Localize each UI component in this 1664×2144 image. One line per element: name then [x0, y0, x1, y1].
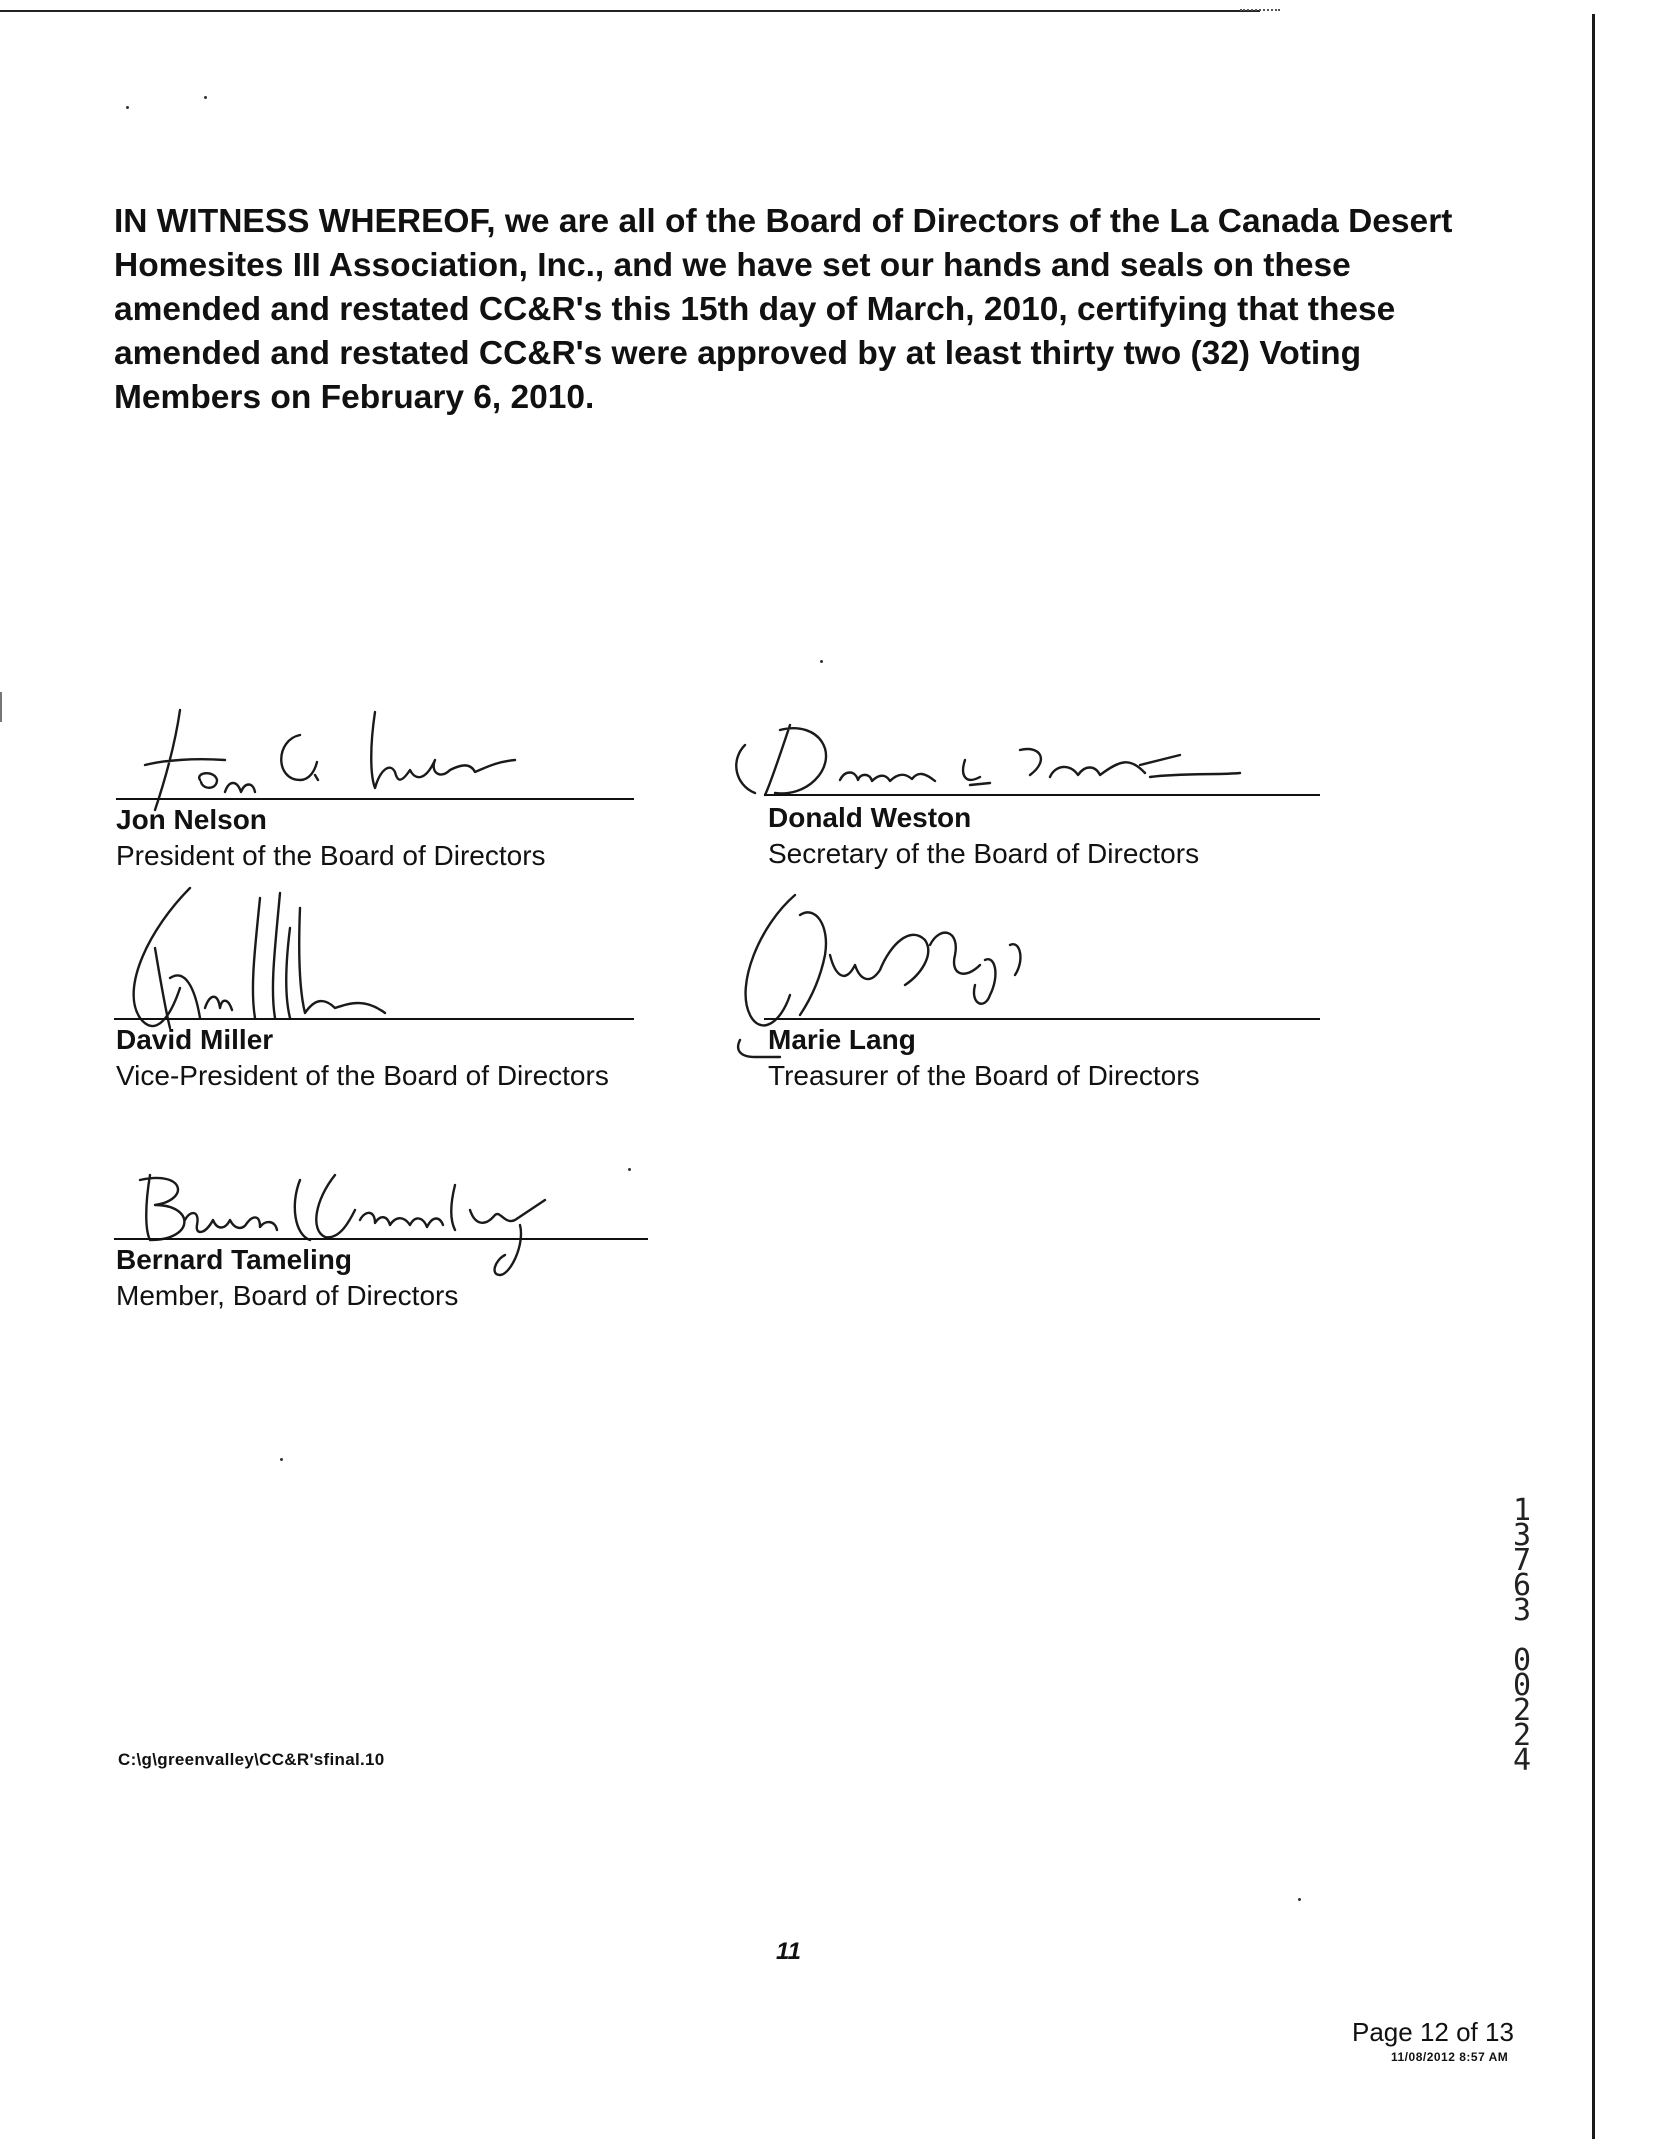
signer-title: Treasurer of the Board of Directors: [768, 1060, 1200, 1091]
stamp-digit: 0: [1512, 1643, 1532, 1678]
scan-speck: [126, 106, 129, 109]
stamp-digit: 3: [1512, 1518, 1532, 1553]
stamp-digit: 2: [1512, 1693, 1532, 1728]
signer-title: Secretary of the Board of Directors: [768, 838, 1200, 869]
page-number: 11: [776, 1938, 801, 1965]
signature-line: [764, 794, 1320, 796]
signer-name: David Miller: [116, 1024, 274, 1055]
page-of-total: Page 12 of 13: [1352, 2017, 1514, 2047]
scan-speck: [280, 1458, 283, 1461]
signature-line: [114, 1238, 648, 1240]
handwritten-signature: [110, 868, 490, 1048]
signature-line: [114, 1018, 634, 1020]
signer-name: Marie Lang: [768, 1024, 916, 1055]
top-rule: [0, 10, 1260, 12]
signer-name: Donald Weston: [768, 802, 972, 833]
signer-title: Member, Board of Directors: [116, 1280, 459, 1311]
signer-name: Bernard Tameling: [116, 1244, 352, 1275]
stamp-digit: 0: [1512, 1668, 1532, 1703]
stamp-digit: 6: [1512, 1568, 1532, 1603]
witness-paragraph: IN WITNESS WHEREOF, we are all of the Board of Directors of the La Canada Desert Homesites III Association, Inc., and we have set our hands and seals on these amended and restated CC&R's this 15th day of March, 2010, certifying that these amended and restated CC&R's were approved by at least thirty two (32) Voting Members on February 6, 2010.: [114, 203, 1453, 416]
scan-speck: [1298, 1898, 1301, 1901]
handwritten-signature: [720, 715, 1320, 805]
stamp-digit: 4: [1512, 1743, 1532, 1778]
signature-line: [116, 798, 634, 800]
left-margin-tick: [0, 692, 2, 722]
stamp-digit: 1: [1512, 1493, 1532, 1528]
signer-title: President of the Board of Directors: [116, 840, 546, 871]
scan-speck: [820, 660, 823, 663]
signer-title: Vice-President of the Board of Directors: [116, 1060, 609, 1091]
scan-speck: [204, 96, 207, 99]
recording-stamp: [1502, 1493, 1542, 1778]
stamp-digit: 3: [1512, 1593, 1532, 1628]
signer-name: Jon Nelson: [116, 804, 267, 835]
right-margin-rule: [1592, 14, 1595, 2139]
handwritten-signature: [125, 700, 645, 820]
file-path: C:\g\greenvalley\CC&R'sfinal.10: [118, 1750, 385, 1769]
top-rule-dots: [1240, 9, 1280, 11]
stamp-digit: 7: [1512, 1543, 1532, 1578]
stamp-digit: 2: [1512, 1718, 1532, 1753]
signature-line: [764, 1018, 1320, 1020]
print-timestamp: 11/08/2012 8:57 AM: [1391, 2050, 1509, 2064]
